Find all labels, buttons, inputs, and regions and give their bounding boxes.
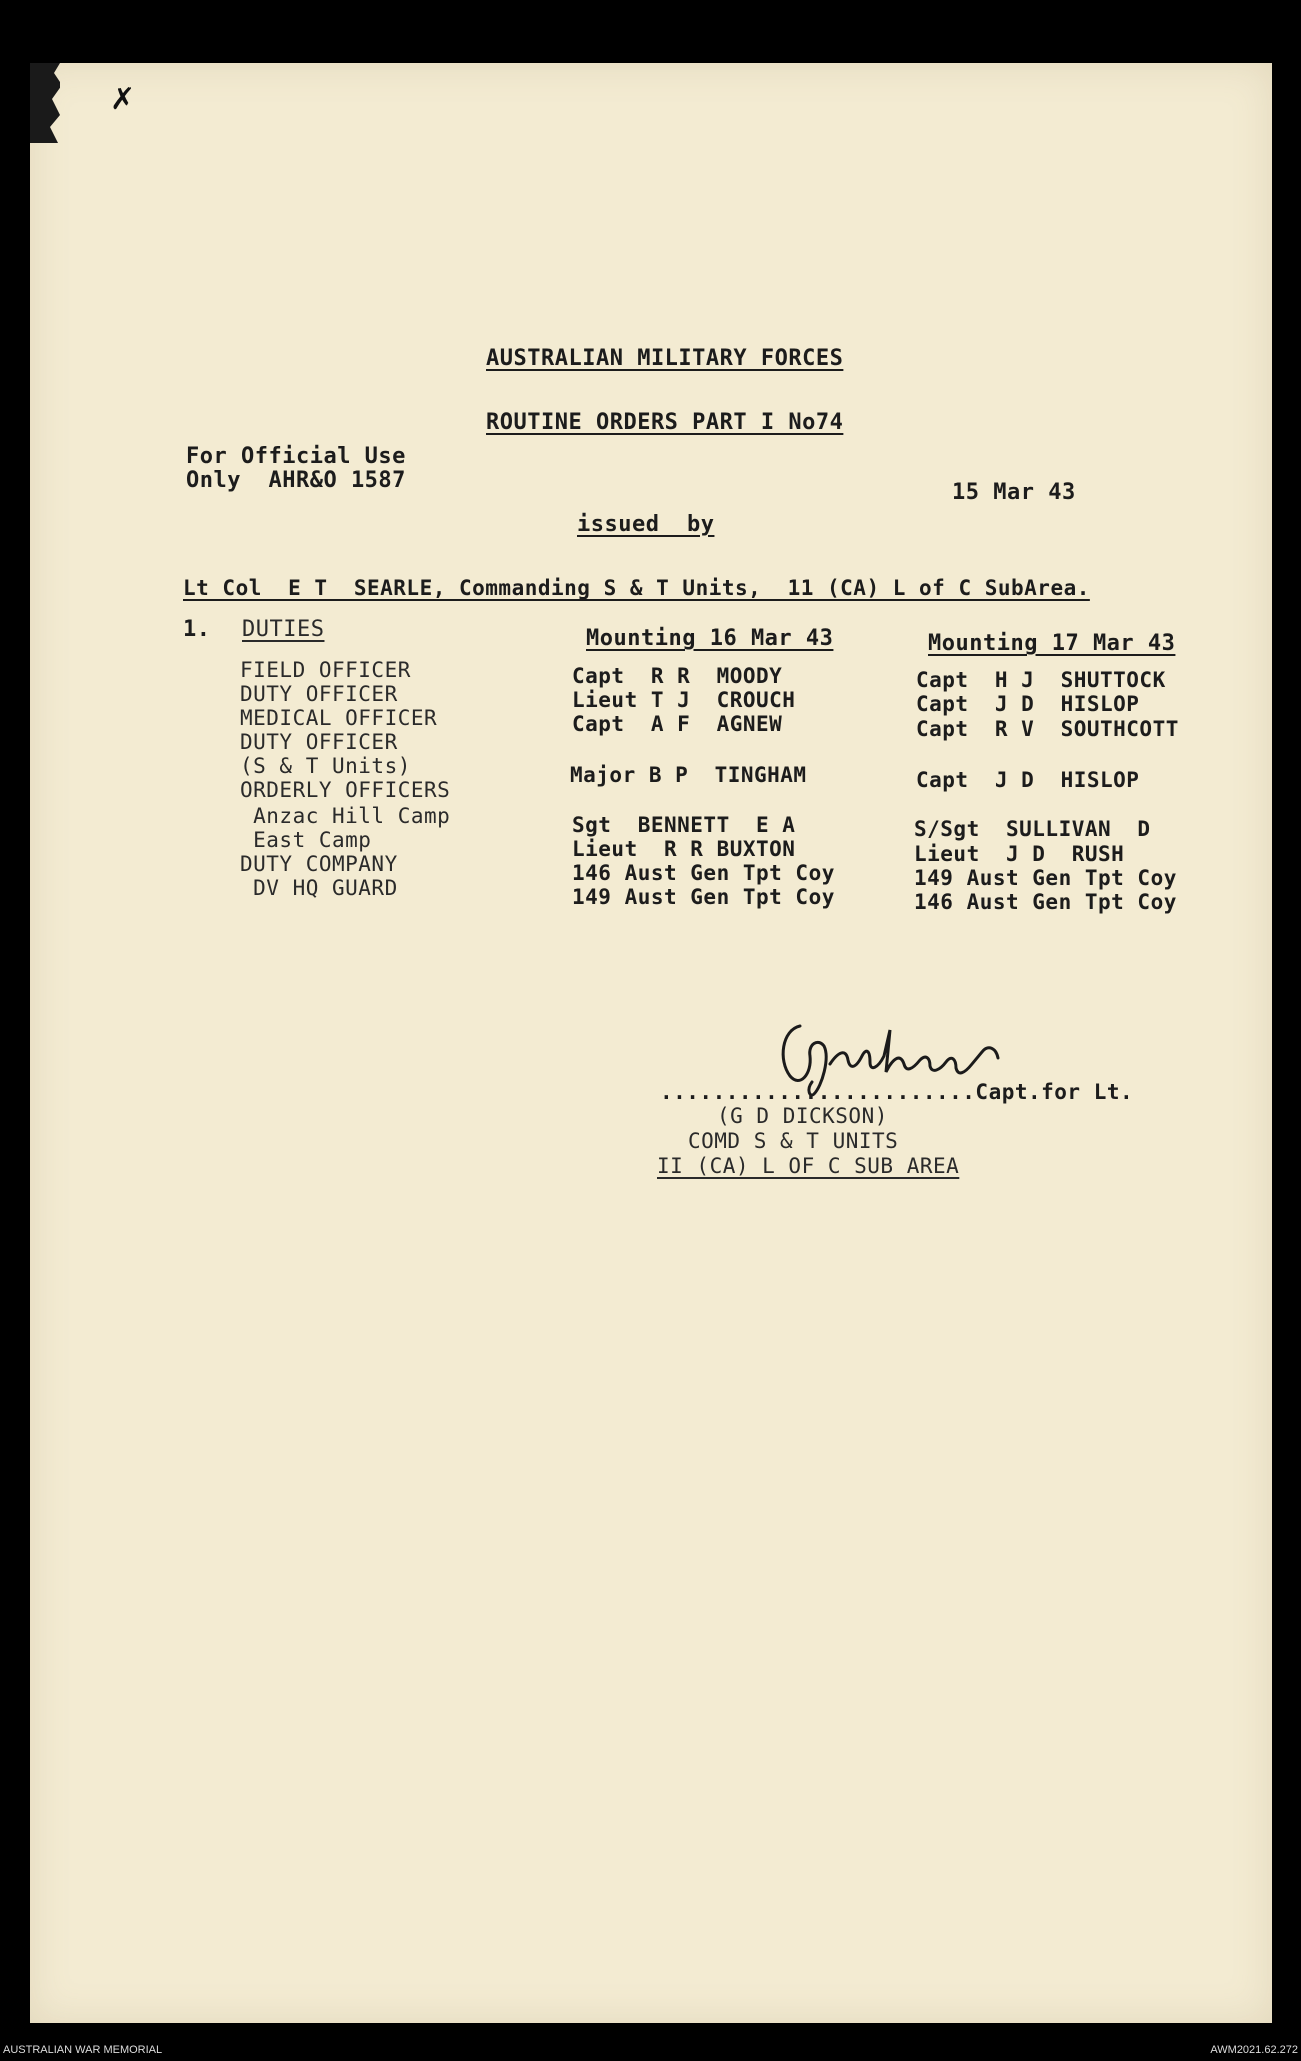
duty-label: DUTY COMPANY: [240, 852, 398, 876]
duty-value-a: 146 Aust Gen Tpt Coy: [572, 861, 835, 885]
pin-mark-icon: ✗: [110, 82, 136, 117]
footer-reference: AWM2021.62.272: [1210, 2044, 1298, 2056]
official-use-line2: Only AHR&O 1587: [186, 468, 406, 493]
duty-value-b: Capt R V SOUTHCOTT: [916, 717, 1179, 741]
duty-label: ORDERLY OFFICERS: [240, 778, 451, 802]
duty-value-a: 149 Aust Gen Tpt Coy: [572, 885, 835, 909]
duty-label: DUTY OFFICER: [240, 682, 398, 706]
duty-label: DV HQ GUARD: [240, 876, 398, 900]
signature-dots-line: ........................Capt.for Lt.: [660, 1080, 1134, 1104]
duty-value-a: Capt R R MOODY: [572, 664, 783, 688]
footer-source: AUSTRALIAN WAR MEMORIAL: [3, 2044, 163, 2056]
duty-label: DUTY OFFICER: [240, 730, 398, 754]
duty-value-b: Lieut J D RUSH: [914, 842, 1125, 866]
document-subtitle: ROUTINE ORDERS PART I No74: [486, 410, 844, 435]
signatory-role: COMD S & T UNITS: [688, 1129, 899, 1153]
duty-value-b: Capt H J SHUTTOCK: [916, 668, 1166, 692]
signatory-area: II (CA) L OF C SUB AREA: [657, 1154, 960, 1178]
torn-corner-mark: [30, 63, 60, 143]
duty-value-b: 146 Aust Gen Tpt Coy: [914, 890, 1177, 914]
issuer-line: Lt Col E T SEARLE, Commanding S & T Units, 11 (CA) L of C SubArea.: [183, 576, 1090, 600]
duty-label: MEDICAL OFFICER: [240, 706, 438, 730]
duty-value-a: Sgt BENNETT E A: [572, 813, 796, 837]
section-title: DUTIES: [242, 617, 325, 642]
column-a-heading: Mounting 16 Mar 43: [586, 626, 834, 651]
column-b-heading: Mounting 17 Mar 43: [928, 631, 1176, 656]
duty-label: Anzac Hill Camp: [240, 804, 451, 828]
duty-value-b: Capt J D HISLOP: [916, 692, 1140, 716]
duty-value-a: Major B P TINGHAM: [570, 763, 807, 787]
document-date: 15 Mar 43: [952, 480, 1076, 505]
issued-by-label: issued by: [577, 512, 715, 537]
duty-label: (S & T Units): [240, 754, 411, 778]
duty-value-a: Lieut T J CROUCH: [572, 688, 796, 712]
duty-value-b: Capt J D HISLOP: [916, 768, 1140, 792]
duty-label: East Camp: [240, 828, 372, 852]
duty-value-a: Lieut R R BUXTON: [572, 837, 796, 861]
official-use-line1: For Official Use: [186, 444, 406, 469]
duty-value-b: 149 Aust Gen Tpt Coy: [914, 866, 1177, 890]
signatory-name: (G D DICKSON): [717, 1104, 888, 1128]
duty-value-a: Capt A F AGNEW: [572, 712, 783, 736]
document-title: AUSTRALIAN MILITARY FORCES: [486, 346, 844, 371]
duty-label: FIELD OFFICER: [240, 658, 411, 682]
section-number: 1.: [183, 617, 211, 642]
duty-value-b: S/Sgt SULLIVAN D: [914, 817, 1151, 841]
